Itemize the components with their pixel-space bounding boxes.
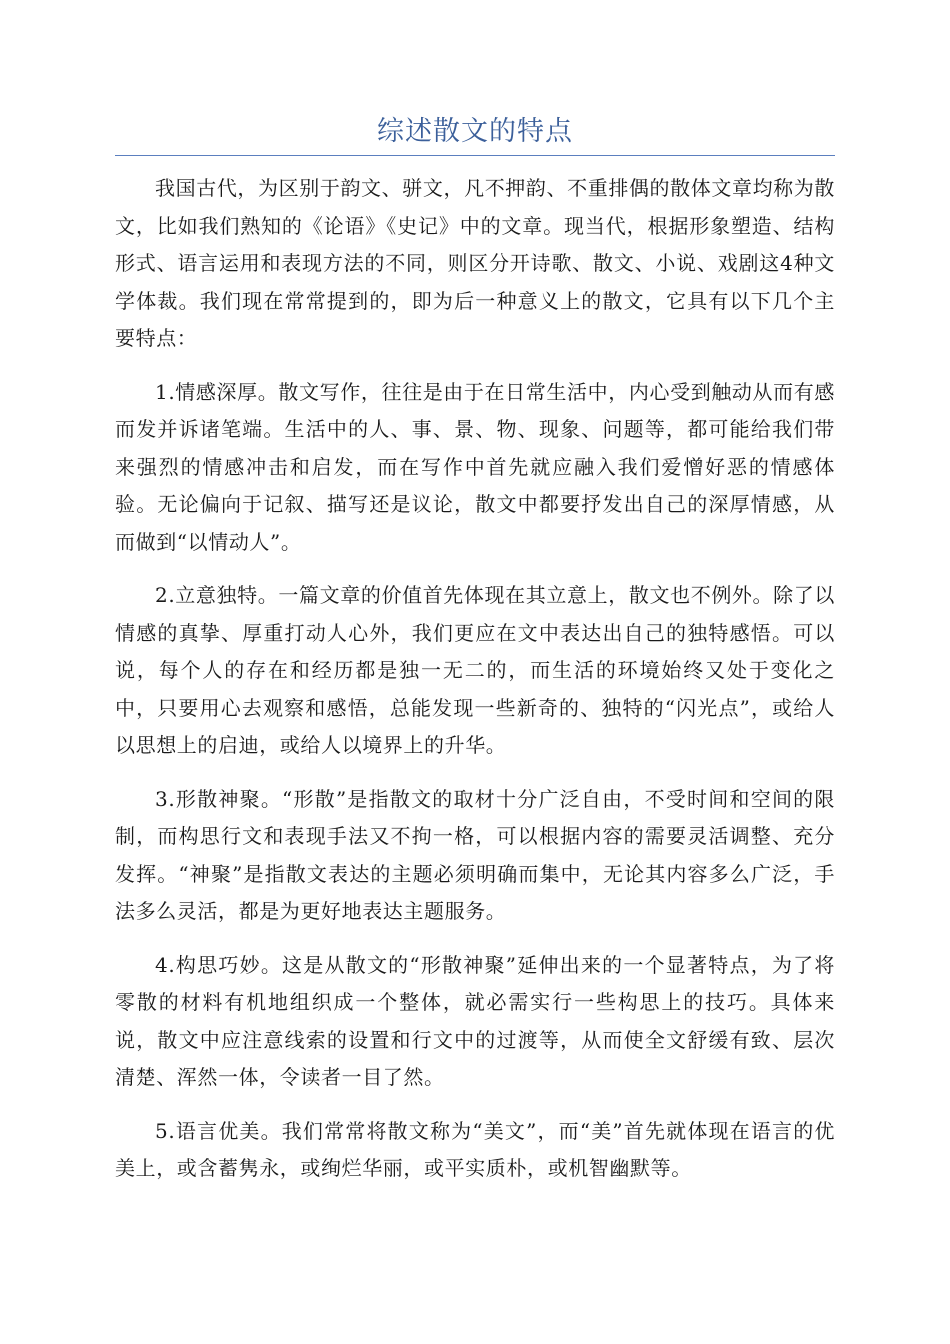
paragraph-point-3: 3.形散神聚。“形散”是指散文的取材十分广泛自由，不受时间和空间的限制，而构思行文和表现手法又不拘一格，可以根据内容的需要灵活调整、充分发挥。“神聚”是指散文表达的主题必须明确而集中，无论其内容多么广泛，手法多么灵活，都是为更好地表达主题服务。 bbox=[115, 786, 835, 923]
document-body bbox=[115, 170, 835, 1204]
document-title: 综述散文的特点 bbox=[377, 116, 573, 147]
paragraph-point-2: 2.立意独特。一篇文章的价值首先体现在其立意上，散文也不例外。除了以情感的真挚、厚重打动人心外，我们更应在文中表达出自己的独特感悟。可以说，每个人的存在和经历都是独一无二的，而生活的环境始终又处于变化之中，只要用心去观察和感悟，总能发现一些新奇的、独特的“闪光点”，或给人以思想上的启迪，或给人以境界上的升华。 bbox=[115, 583, 835, 757]
paragraph-point-4: 4.构思巧妙。这是从散文的“形散神聚”延伸出来的一个显著特点，为了将零散的材料有机地组织成一个整体，就必需实行一些构思上的技巧。具体来说，散文中应注意线索的设置和行文中的过渡等，从而使全文舒缓有致、层次清楚、浑然一体，令读者一目了然。 bbox=[115, 952, 835, 1089]
paragraph-point-5: 5.语言优美。我们常常将散文称为“美文”，而“美”首先就体现在语言的优美上，或含蓄隽永，或绚烂华丽，或平实质朴，或机智幽默等。 bbox=[115, 1118, 835, 1180]
paragraph-intro: 我国古代，为区别于韵文、骈文，凡不押韵、不重排偶的散体文章均称为散文，比如我们熟知的《论语》《史记》中的文章。现当代，根据形象塑造、结构形式、语言运用和表现方法的不同，则区分开诗歌、散文、小说、戏剧这4种文学体裁。我们现在常常提到的，即为后一种意义上的散文，它具有以下几个主要特点： bbox=[115, 176, 835, 350]
title-underline bbox=[115, 155, 835, 156]
paragraph-point-1: 1.情感深厚。散文写作，往往是由于在日常生活中，内心受到触动从而有感而发并诉诸笔端。生活中的人、事、景、物、现象、问题等，都可能给我们带来强烈的情感冲击和启发，而在写作中首先就应融入我们爱憎好恶的情感体验。无论偏向于记叙、描写还是议论，散文中都要抒发出自己的深厚情感，从而做到“以情动人”。 bbox=[115, 379, 835, 554]
